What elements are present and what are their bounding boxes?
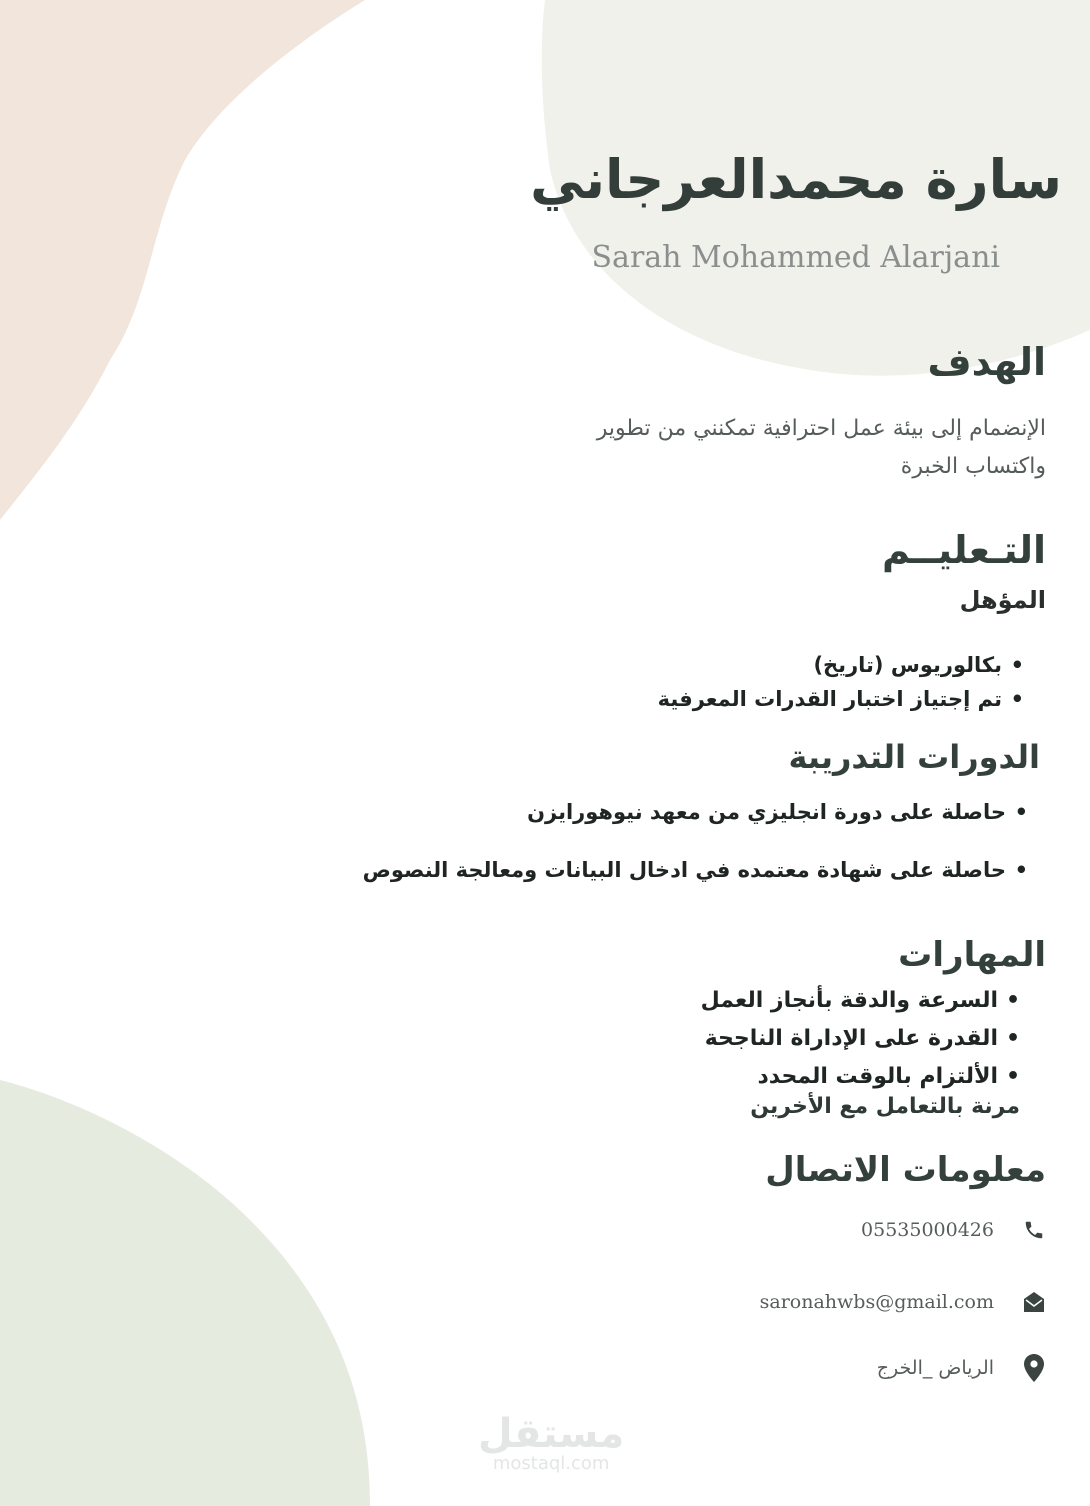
education-title: التـعليــم [881, 528, 1046, 572]
list-item: • بكالوريوس (تاريخ) [658, 648, 1002, 682]
email-icon [1018, 1286, 1050, 1318]
list-item: • القدرة على الإداراة الناجحة [701, 1020, 998, 1058]
contact-email-row [760, 1286, 1050, 1318]
contact-location-row [877, 1352, 1050, 1384]
phone-icon [1018, 1214, 1050, 1246]
qualification-subtitle: المؤهل [959, 586, 1046, 614]
watermark [478, 1411, 625, 1474]
list-item: • تم إجتياز اختبار القدرات المعرفية [658, 682, 1002, 716]
contact-phone-row [861, 1214, 1050, 1246]
courses-list [363, 800, 1028, 916]
skills-title: المهارات [898, 935, 1046, 975]
education-list [658, 648, 1024, 716]
name-english: Sarah Mohammed Alarjani [591, 240, 1000, 275]
sage-blob [0, 1080, 370, 1506]
phone-number[interactable]: 05535000426 [861, 1219, 994, 1241]
watermark-arabic: مستقل [478, 1411, 625, 1457]
skills-list [701, 982, 1020, 1096]
email-address[interactable]: saronahwbs@gmail.com [759, 1291, 994, 1313]
location-pin-icon [1018, 1352, 1050, 1384]
contact-title: معلومات الاتصال [765, 1150, 1046, 1190]
courses-title: الدورات التدريبة [788, 738, 1040, 776]
list-item: • حاصلة على شهادة معتمده في ادخال البيانات ومعالجة النصوص [363, 858, 1006, 882]
location-text: الرياض _الخرج [876, 1357, 994, 1379]
list-item: • الألتزام بالوقت المحدد [701, 1058, 998, 1096]
objective-text: الإنضمام إلى بيئة عمل احترافية تمكنني من تطوير واكتساب الخبرة [596, 416, 1046, 479]
name-arabic: سارة محمدالعرجاني [530, 148, 1062, 211]
objective-title: الهدف [927, 340, 1046, 384]
list-item: • السرعة والدقة بأنجاز العمل [701, 982, 998, 1020]
skills-extra-text: مرنة بالتعامل مع الأخرين [750, 1094, 1020, 1119]
watermark-url: mostaql.com [492, 1453, 610, 1474]
list-item: • حاصلة على دورة انجليزي من معهد نيوهورايزن [363, 800, 1006, 824]
beige-blob [0, 0, 365, 520]
